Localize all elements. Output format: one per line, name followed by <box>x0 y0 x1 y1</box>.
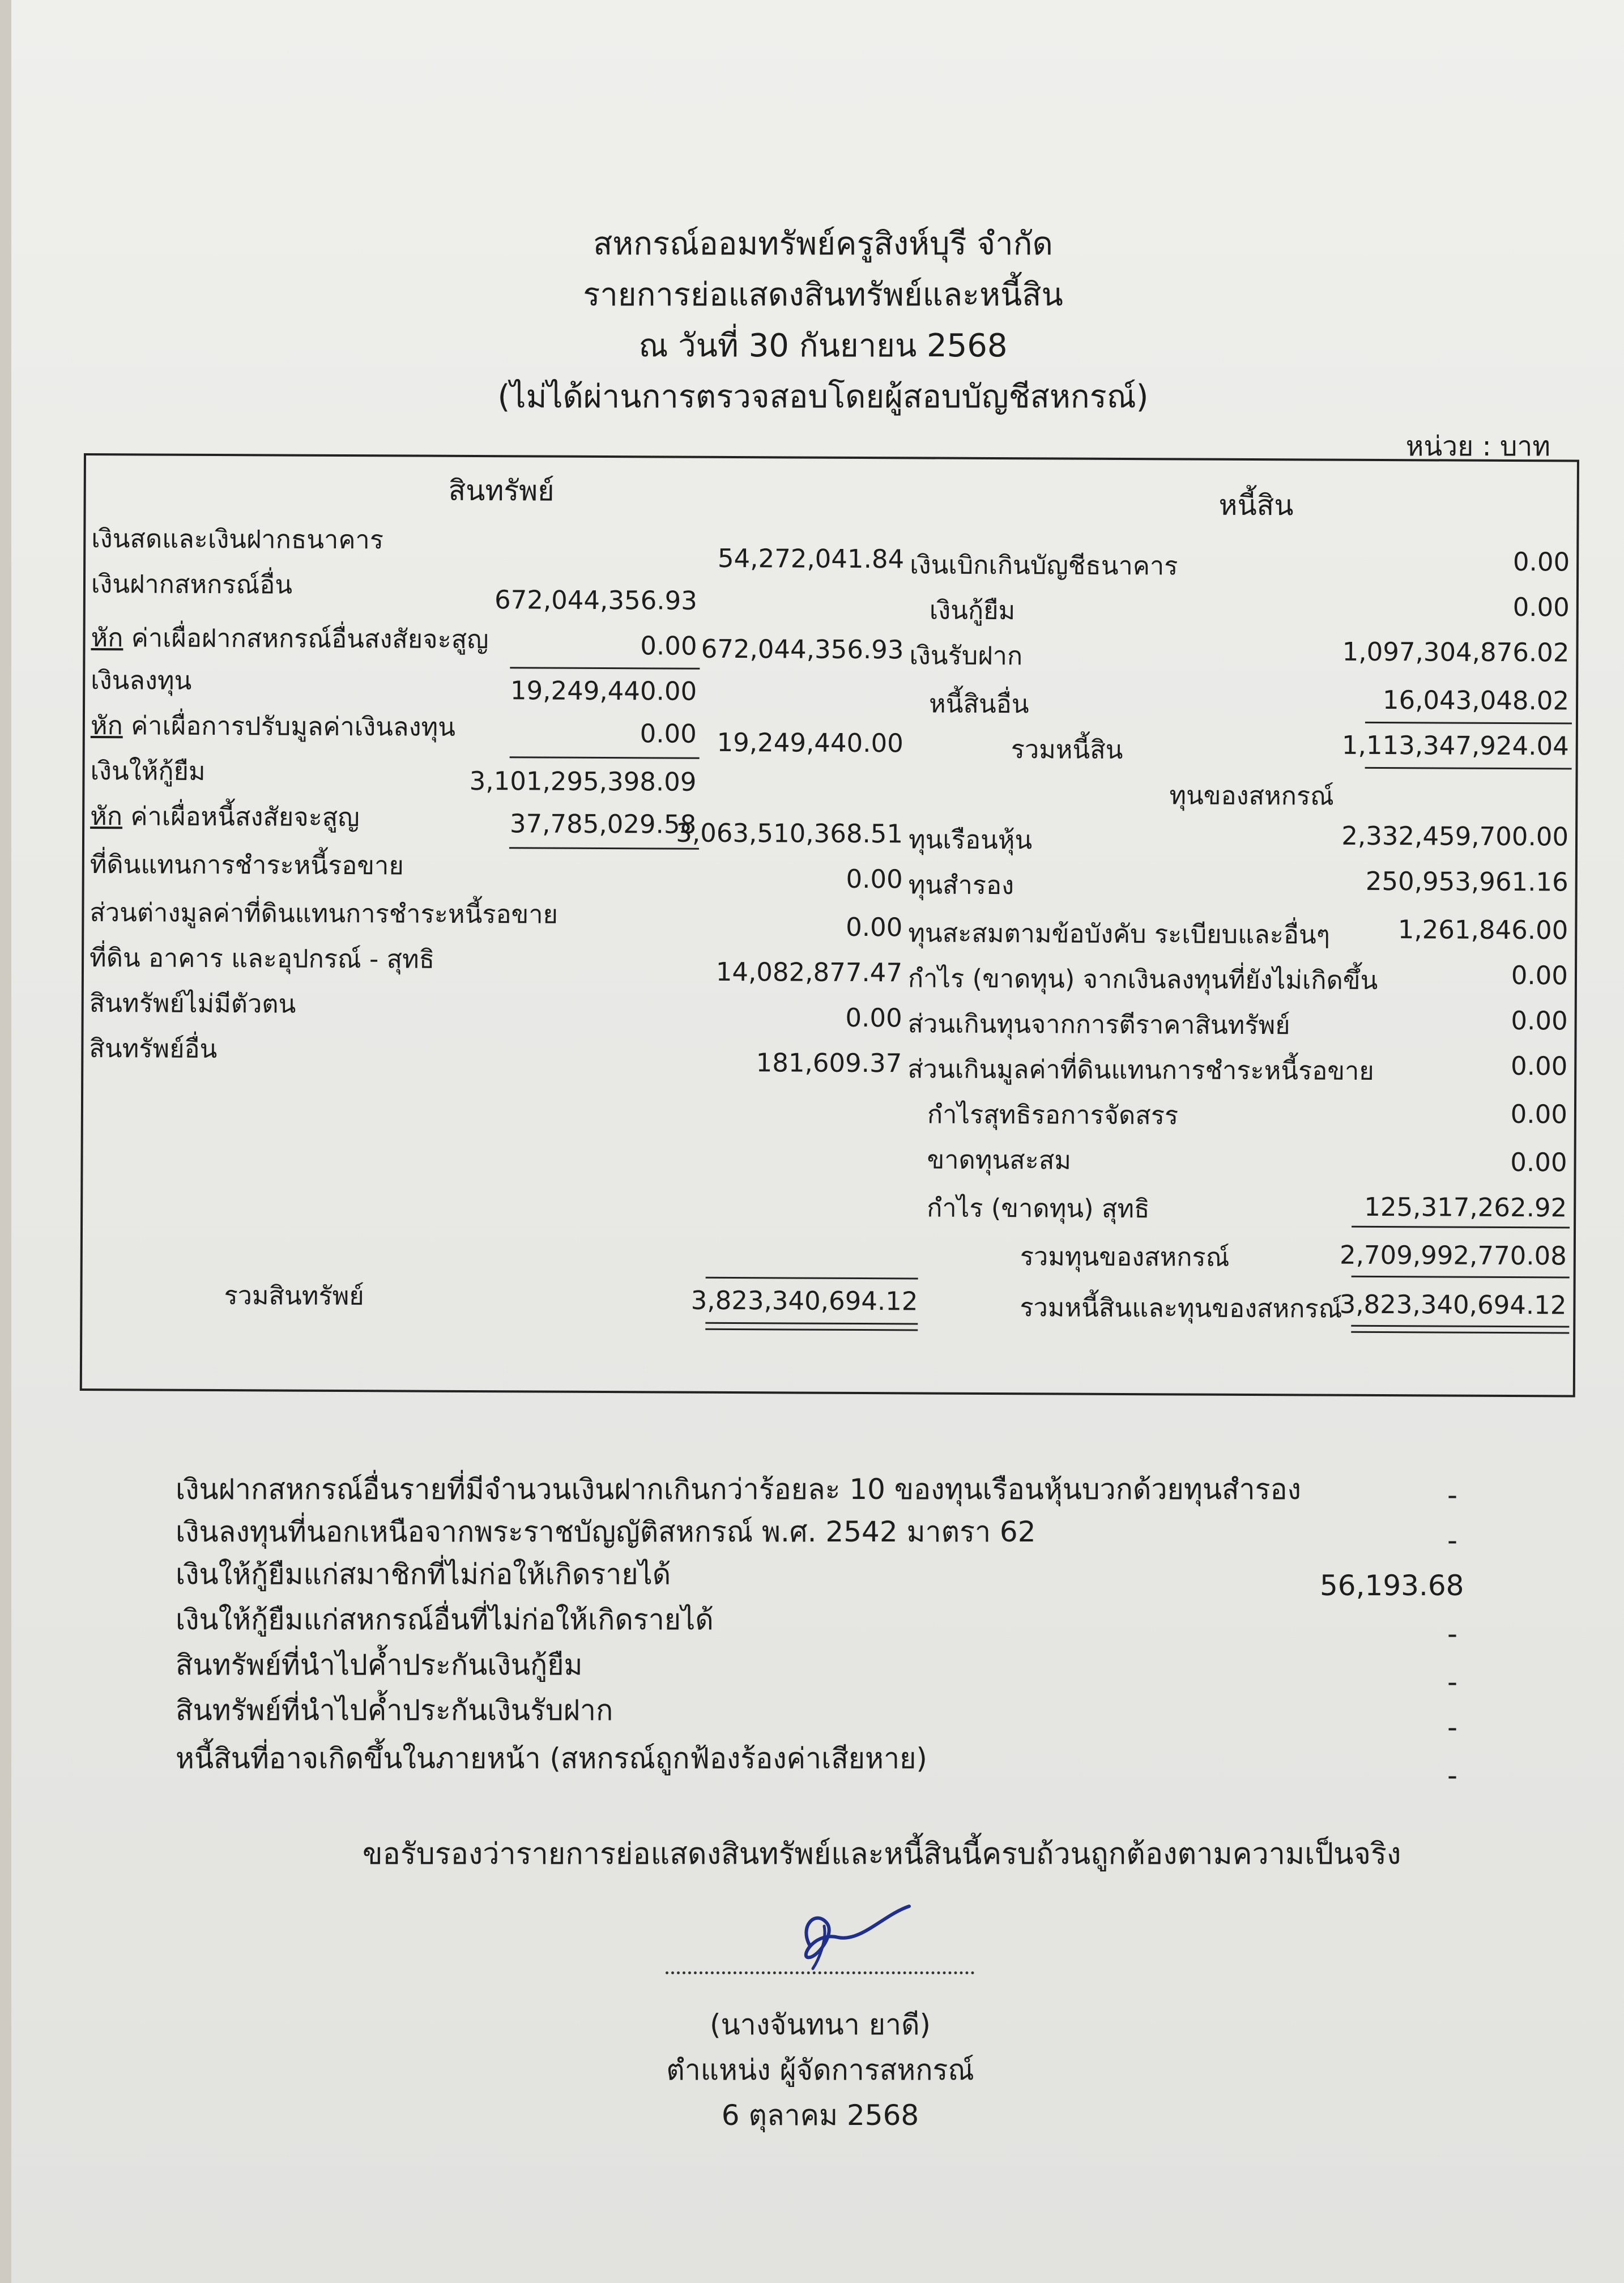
signature-image <box>793 1892 923 1977</box>
investment-gross: 19,249,440.00 <box>510 675 697 706</box>
subtotal-line <box>510 667 700 669</box>
borrowing-label: เงินกู้ยืม <box>929 595 1016 626</box>
footnote-value: - <box>1447 1666 1458 1698</box>
overdraft-value: 0.00 <box>1512 547 1570 577</box>
shares-label: ทุนเรือนหุ้น <box>908 824 1033 855</box>
unit-label: หน่วย : บาท <box>1405 431 1550 462</box>
accum-fund-value: 1,261,846.00 <box>1397 914 1568 945</box>
investment-label: เงินลงทุน <box>91 665 192 696</box>
less-marker: หัก <box>90 710 123 741</box>
revaluation-label: ส่วนเกินทุนจากการตีราคาสินทรัพย์ <box>907 1008 1290 1041</box>
investment-net: 19,249,440.00 <box>717 727 903 759</box>
loan-allowance: 37,785,029.58 <box>509 808 697 840</box>
investment-allowance: 0.00 <box>640 718 697 749</box>
reserve-value: 250,953,961.16 <box>1365 866 1568 897</box>
intangible-value: 0.00 <box>845 1002 902 1033</box>
accum-loss-value: 0.00 <box>1510 1147 1567 1178</box>
loan-net: 3,063,510,368.51 <box>676 817 903 849</box>
foreclosed-diff-label: ส่วนต่างมูลค่าที่ดินแทนการชำระหนี้รอขาย <box>89 897 559 930</box>
other-liabilities-value: 16,043,048.02 <box>1382 685 1570 716</box>
less-marker: หัก <box>91 623 123 653</box>
footnote-value: - <box>1447 1617 1458 1650</box>
footnote-value: - <box>1447 1759 1458 1792</box>
equity-heading: ทุนของสหกรณ์ <box>1169 780 1334 811</box>
loan-label: เงินให้กู้ยืม <box>90 756 206 786</box>
footnote-label: เงินให้กู้ยืมแก่สมาชิกที่ไม่ก่อให้เกิดรายได้ <box>176 1558 671 1591</box>
unallocated-label: กำไรสุทธิรอการจัดสรร <box>927 1099 1179 1131</box>
footnote-label: เงินให้กู้ยืมแก่สหกรณ์อื่นที่ไม่ก่อให้เกิดรายได้ <box>176 1603 714 1636</box>
equity-subtotal-line <box>1352 1226 1570 1229</box>
coop-deposit-allowance: 0.00 <box>640 631 697 661</box>
footnote-value: - <box>1447 1524 1458 1557</box>
cash-label: เงินสดและเงินฝากธนาคาร <box>91 523 384 555</box>
accum-fund-label: ทุนสะสมตามข้อบังคับ ระเบียบและอื่นๆ <box>908 918 1331 950</box>
unrealized-value: 0.00 <box>1511 960 1568 991</box>
borrowing-value: 0.00 <box>1512 592 1570 623</box>
deposit-label: เงินรับฝาก <box>909 640 1023 671</box>
footnote-value: - <box>1447 1711 1458 1744</box>
grand-total-double-line <box>1351 1325 1569 1334</box>
coop-deposit-label: เงินฝากสหกรณ์อื่น <box>91 569 293 600</box>
unrealized-label: กำไร (ขาดทุน) จากเงินลงทุนที่ยังไม่เกิดขึ้น <box>907 963 1378 995</box>
net-profit-value: 125,317,262.92 <box>1364 1191 1567 1223</box>
footnote-label: สินทรัพย์ที่นำไปค้ำประกันเงินกู้ยืม <box>176 1649 583 1681</box>
allowance-text: ค่าเผื่อหนี้สงสัยจะสูญ <box>130 801 360 833</box>
other-assets-label: สินทรัพย์อื่น <box>89 1033 218 1064</box>
foreclosed-label: ที่ดินแทนการชำระหนี้รอขาย <box>89 849 404 881</box>
footnote-label: เงินลงทุนที่นอกเหนือจากพระราชบัญญัติสหกรณ์ พ.ศ. 2542 มาตรา 62 <box>176 1515 1036 1548</box>
equity-total-line <box>1352 1276 1570 1279</box>
deposit-value: 1,097,304,876.02 <box>1342 636 1570 668</box>
footnote-label: หนี้สินที่อาจเกิดขึ้นในภายหน้า (สหกรณ์ถูกฟ้องร้องค่าเสียหาย) <box>176 1742 927 1775</box>
grand-total-label: รวมหนี้สินและทุนของสหกรณ์ <box>1020 1292 1342 1324</box>
certification-text: ขอรับรองว่ารายการย่อแสดงสินทรัพย์และหนี้สินนี้ครบถ้วนถูกต้องตามความเป็นจริง <box>363 1837 1401 1871</box>
foreclosed-diff-value: 0.00 <box>846 912 903 943</box>
statement-table <box>80 453 1579 1398</box>
assets-total-double-line <box>705 1322 918 1331</box>
total-equity-value: 2,709,992,770.08 <box>1339 1240 1567 1271</box>
loan-allowance-label <box>90 795 360 837</box>
liabilities-heading: หนี้สิน <box>1218 488 1294 522</box>
foreclosed-value: 0.00 <box>846 863 903 895</box>
total-liabilities-label: รวมหนี้สิน <box>1011 734 1123 765</box>
footnote-label: เงินฝากสหกรณ์อื่นรายที่มีจำนวนเงินฝากเกินกว่าร้อยละ 10 ของทุนเรือนหุ้นบวกด้วยทุนสำรอง <box>176 1473 1301 1506</box>
footnote-value: 56,193.68 <box>1320 1569 1464 1602</box>
allowance-text: ค่าเผื่อการปรับมูลค่าเงินลงทุน <box>131 710 456 742</box>
total-liabilities-value: 1,113,347,924.04 <box>1341 730 1569 761</box>
footnote-value: - <box>1447 1479 1458 1511</box>
audit-note: (ไม่ได้ผ่านการตรวจสอบโดยผู้สอบบัญชีสหกรณ์) <box>497 378 1149 415</box>
signer-position: ตำแหน่ง ผู้จัดการสหกรณ์ <box>666 2054 974 2086</box>
as-of-date: ณ วันที่ 30 กันยายน 2568 <box>638 327 1008 364</box>
coop-deposit-gross: 672,044,356.93 <box>494 585 697 616</box>
grand-total-value: 3,823,340,694.12 <box>1339 1289 1567 1321</box>
net-profit-label: กำไร (ขาดทุน) สุทธิ <box>927 1192 1150 1224</box>
signed-date: 6 ตุลาคม 2568 <box>721 2099 919 2132</box>
intangible-label: สินทรัพย์ไม่มีตัวตน <box>89 988 296 1019</box>
loan-gross: 3,101,295,398.09 <box>469 765 697 797</box>
other-liabilities-label: หนี้สินอื่น <box>928 688 1029 719</box>
investment-allowance-label <box>91 705 455 747</box>
coop-deposit-net: 672,044,356.93 <box>701 633 904 665</box>
document-title: รายการย่อแสดงสินทรัพย์และหนี้สิน <box>583 276 1063 313</box>
signature-line <box>666 1971 974 1974</box>
reserve-label: ทุนสำรอง <box>908 870 1015 901</box>
assets-total-top-line <box>706 1277 918 1280</box>
liabilities-subtotal-line <box>1365 722 1572 725</box>
document-page <box>11 0 1624 2283</box>
footnote-label: สินทรัพย์ที่นำไปค้ำประกันเงินรับฝาก <box>176 1694 613 1727</box>
total-assets-value: 3,823,340,694.12 <box>690 1285 918 1317</box>
allowance-text: ค่าเผื่อฝากสหกรณ์อื่นสงสัยจะสูญ <box>131 623 489 655</box>
accum-loss-label: ขาดทุนสะสม <box>927 1144 1072 1175</box>
foreclosed-surplus-value: 0.00 <box>1510 1051 1568 1081</box>
org-name: สหกรณ์ออมทรัพย์ครูสิงห์บุรี จำกัด <box>593 225 1053 262</box>
assets-heading: สินทรัพย์ <box>448 474 555 508</box>
total-equity-label: รวมทุนของสหกรณ์ <box>1020 1241 1230 1272</box>
liabilities-total-line <box>1365 767 1572 770</box>
revaluation-value: 0.00 <box>1511 1006 1568 1036</box>
total-assets-label: รวมสินทรัพย์ <box>224 1280 364 1311</box>
shares-value: 2,332,459,700.00 <box>1341 820 1569 852</box>
ppe-value: 14,082,877.47 <box>715 956 903 988</box>
cash-value: 54,272,041.84 <box>717 543 905 574</box>
foreclosed-surplus-label: ส่วนเกินมูลค่าที่ดินแทนการชำระหนี้รอขาย <box>907 1054 1374 1086</box>
signer-name: (นางจันทนา ยาดี) <box>709 2008 931 2041</box>
less-marker: หัก <box>90 801 123 832</box>
overdraft-label: เงินเบิกเกินบัญชีธนาคาร <box>910 550 1178 581</box>
ppe-label: ที่ดิน อาคาร และอุปกรณ์ - สุทธิ <box>89 943 435 974</box>
other-assets-value: 181,609.37 <box>756 1047 902 1079</box>
unallocated-value: 0.00 <box>1510 1099 1568 1130</box>
